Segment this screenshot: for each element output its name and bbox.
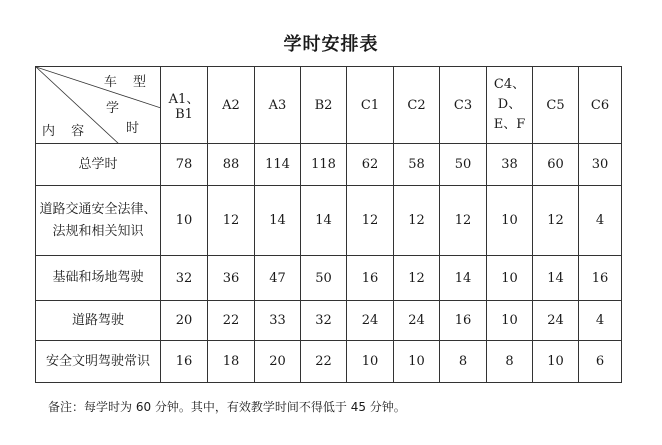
cell: 118	[301, 144, 347, 186]
cell: 88	[208, 144, 255, 186]
row-label: 安全文明驾驶常识	[36, 341, 161, 383]
table-row	[36, 341, 622, 383]
cell: 36	[208, 256, 255, 301]
row-label: 道路交通安全法律、法规和相关知识	[36, 186, 161, 256]
cell: 14	[255, 186, 301, 256]
header-hours-2: 时	[126, 121, 140, 136]
cell: 6	[579, 341, 622, 383]
table-row	[36, 186, 622, 256]
cell: 10	[161, 186, 208, 256]
column-header: A2	[208, 67, 255, 144]
cell: 24	[347, 301, 394, 341]
cell: 12	[394, 186, 440, 256]
header-row	[36, 67, 622, 144]
cell: 62	[347, 144, 394, 186]
cell: 20	[161, 301, 208, 341]
cell: 10	[394, 341, 440, 383]
cell: 60	[533, 144, 579, 186]
cell: 33	[255, 301, 301, 341]
table-row	[36, 256, 622, 301]
cell: 8	[487, 341, 533, 383]
cell: 14	[533, 256, 579, 301]
cell: 16	[347, 256, 394, 301]
column-header: C2	[394, 67, 440, 144]
cell: 14	[301, 186, 347, 256]
cell: 50	[440, 144, 487, 186]
cell: 12	[533, 186, 579, 256]
cell: 16	[161, 341, 208, 383]
cell: 24	[533, 301, 579, 341]
cell: 10	[347, 341, 394, 383]
header-vehicle-type: 车 型	[103, 75, 152, 90]
cell: 38	[487, 144, 533, 186]
cell: 78	[161, 144, 208, 186]
cell: 20	[255, 341, 301, 383]
cell: 32	[161, 256, 208, 301]
column-header: C3	[440, 67, 487, 144]
row-label: 总学时	[36, 144, 161, 186]
footnote: 备注：每学时为 60 分钟。其中，有效教学时间不得低于 45 分钟。	[48, 400, 406, 414]
row-label: 道路驾驶	[36, 301, 161, 341]
table-title: 学时安排表	[283, 34, 379, 55]
table-row	[36, 301, 622, 341]
column-header: C1	[347, 67, 394, 144]
cell: 10	[487, 301, 533, 341]
cell: 16	[579, 256, 622, 301]
column-header: A1、B1	[161, 67, 208, 144]
cell: 12	[440, 186, 487, 256]
cell: 10	[487, 256, 533, 301]
cell: 18	[208, 341, 255, 383]
cell: 32	[301, 301, 347, 341]
header-content: 内 容	[42, 124, 91, 139]
cell: 30	[579, 144, 622, 186]
cell: 12	[394, 256, 440, 301]
corner-header-cell	[36, 67, 161, 144]
cell: 14	[440, 256, 487, 301]
cell: 8	[440, 341, 487, 383]
row-label: 基础和场地驾驶	[36, 256, 161, 301]
column-header: C5	[533, 67, 579, 144]
cell: 10	[533, 341, 579, 383]
cell: 114	[255, 144, 301, 186]
column-header: C6	[579, 67, 622, 144]
column-header: C4、D、E、F	[487, 67, 533, 144]
cell: 47	[255, 256, 301, 301]
cell: 22	[208, 301, 255, 341]
cell: 4	[579, 186, 622, 256]
cell: 50	[301, 256, 347, 301]
cell: 10	[487, 186, 533, 256]
cell: 22	[301, 341, 347, 383]
cell: 16	[440, 301, 487, 341]
table-row	[36, 144, 622, 186]
column-header: A3	[255, 67, 301, 144]
schedule-table	[35, 66, 622, 383]
header-hours-1: 学	[106, 101, 120, 116]
cell: 4	[579, 301, 622, 341]
cell: 12	[208, 186, 255, 256]
column-header: B2	[301, 67, 347, 144]
cell: 12	[347, 186, 394, 256]
cell: 58	[394, 144, 440, 186]
cell: 24	[394, 301, 440, 341]
